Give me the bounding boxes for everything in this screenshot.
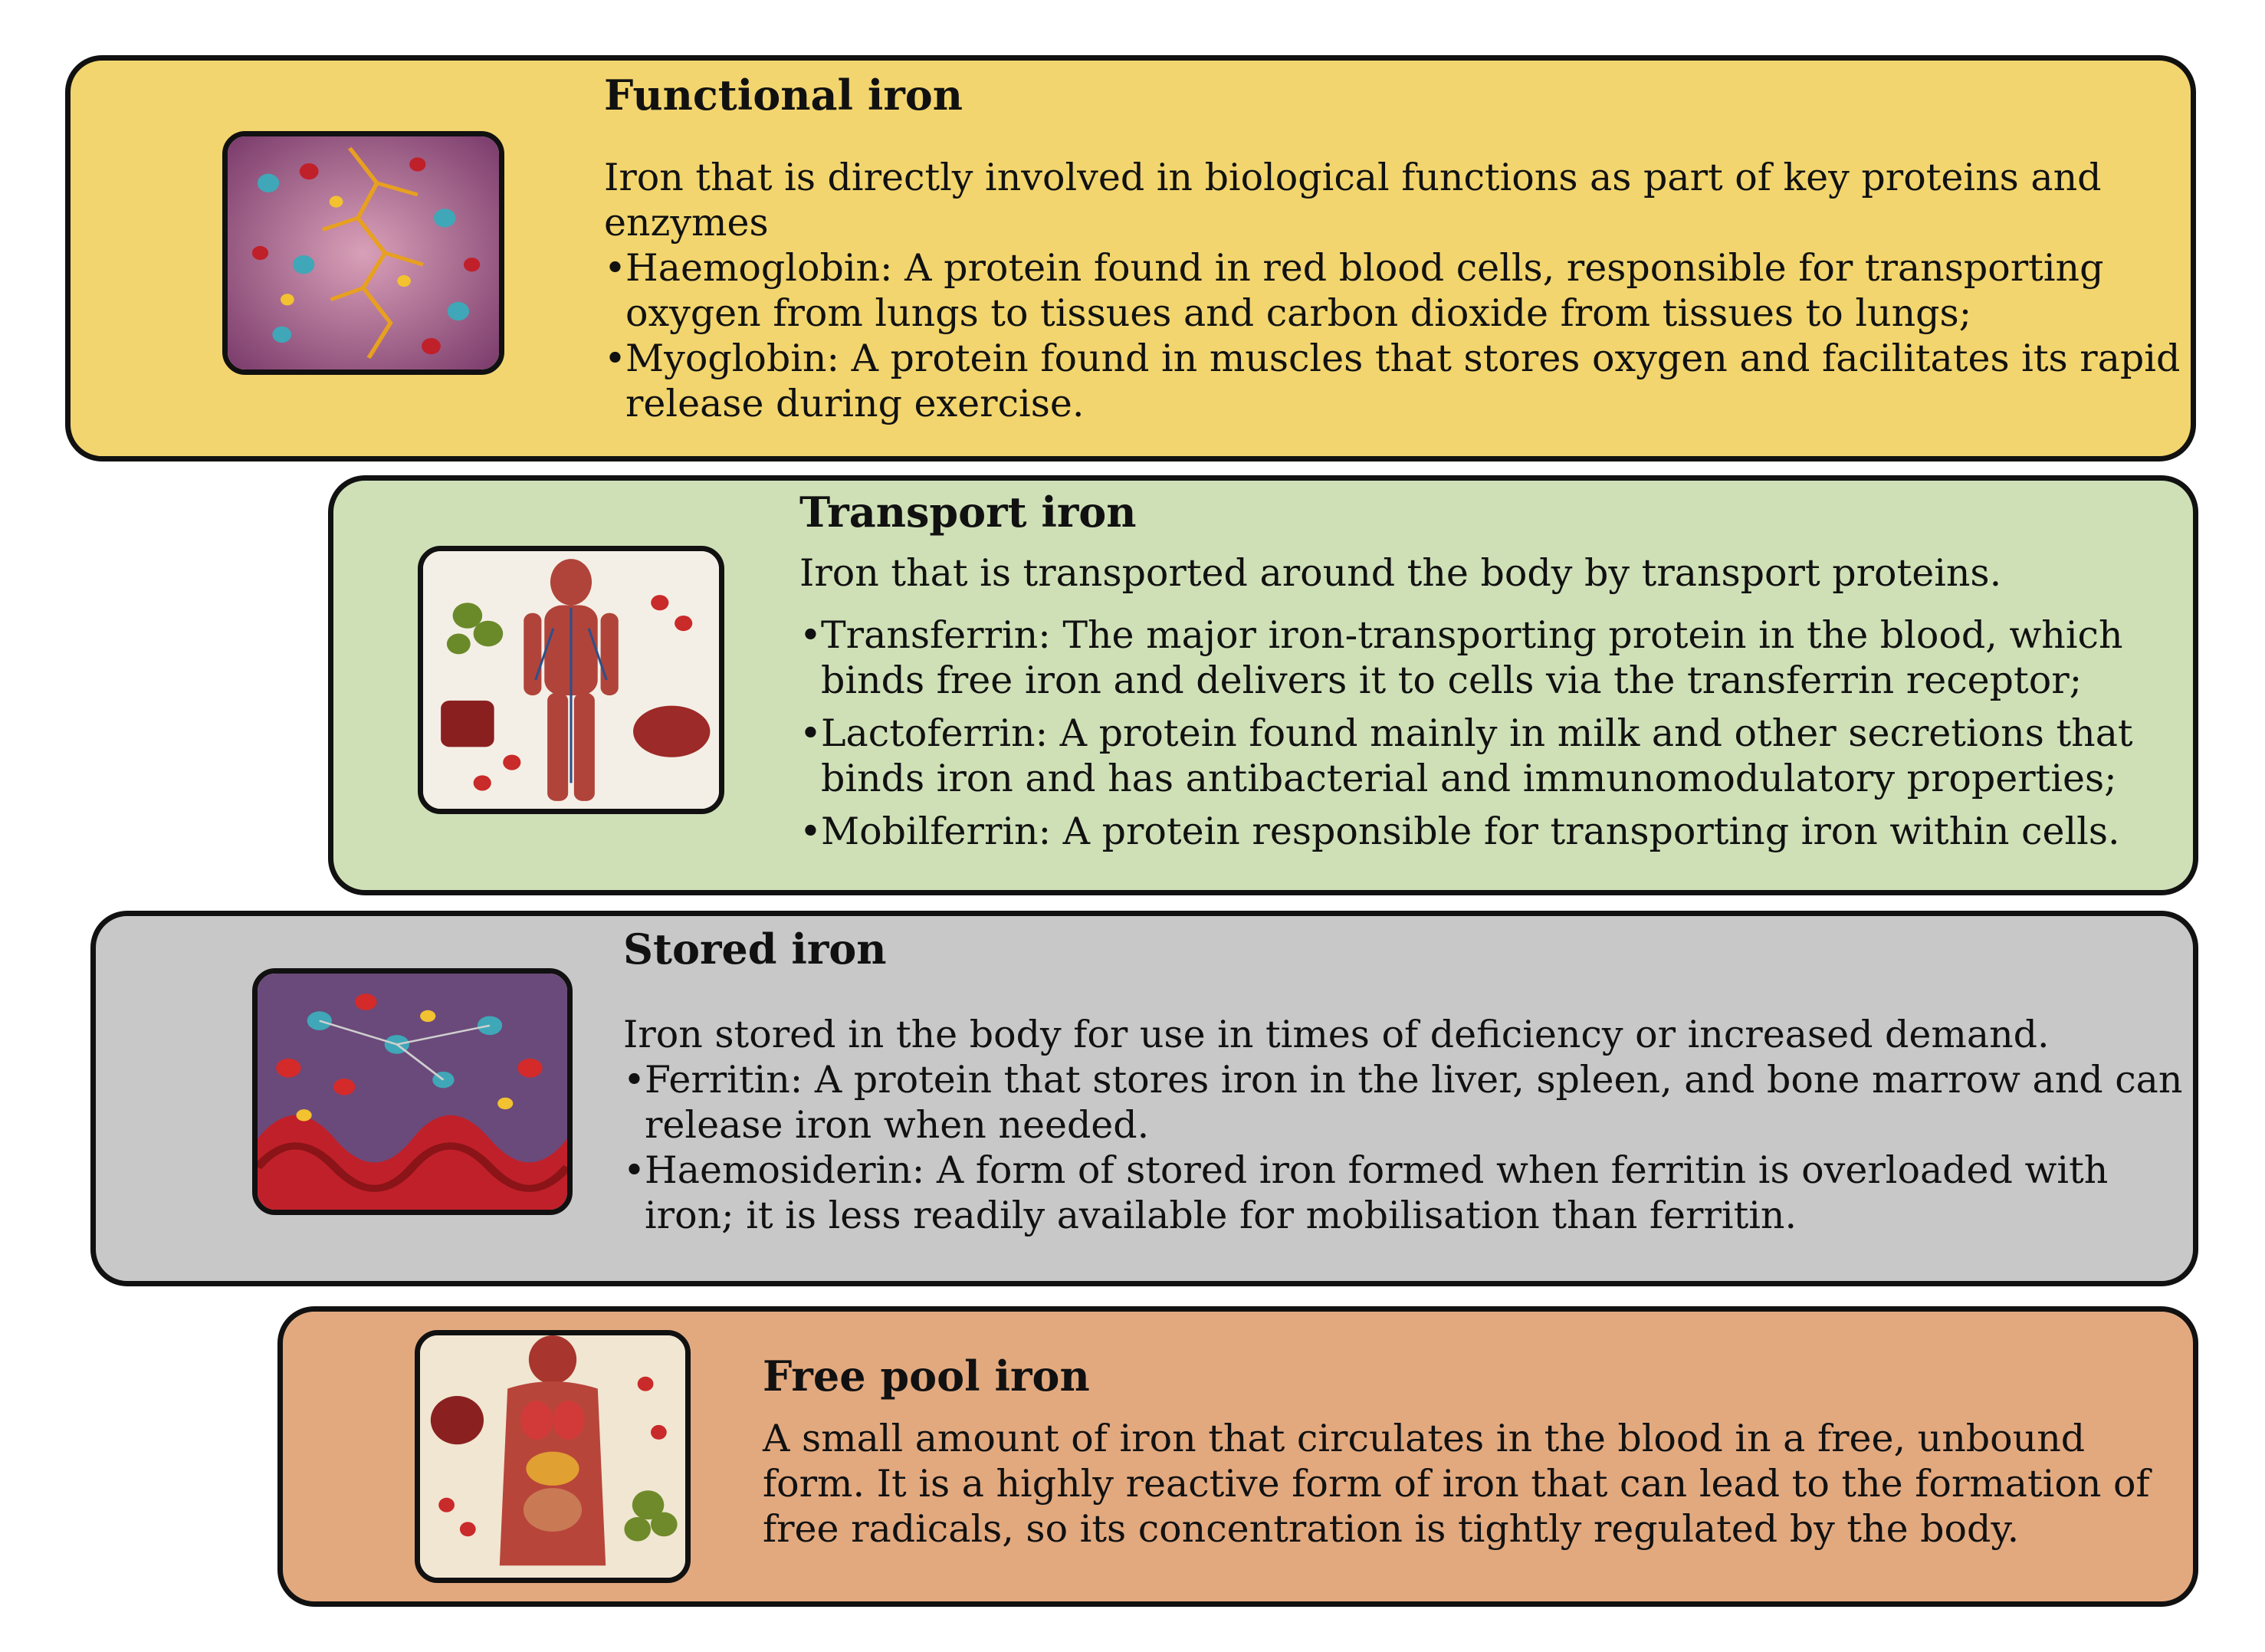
functional-iron-text (604, 73, 2191, 426)
molecular-structure-image (222, 131, 504, 375)
bullet-list (623, 1057, 2187, 1238)
panel-description: Iron stored in the body for use in times of deficiency or increased demand. (623, 1013, 2050, 1057)
list-item: • Mobilferrin: A protein responsible for transporting iron within cells. (799, 809, 2179, 854)
panel-free-pool-iron (277, 1306, 2198, 1607)
list-item: • Transferrin: The major iron-transporting protein in the blood, which binds free iron and delivers it to cells via the transferrin receptor; (799, 613, 2179, 703)
panel-title: Transport iron (799, 488, 1137, 537)
stored-iron-text (623, 927, 2187, 1238)
human-anatomy-image (415, 1330, 691, 1583)
panel-title: Functional iron (604, 71, 963, 120)
panel-transport-iron (328, 475, 2198, 895)
list-item: • Haemoglobin: A protein found in red blood cells, responsible for transporting oxygen from lungs to tissues and carbon dioxide from tissues to lungs; (604, 245, 2191, 336)
panel-description: A small amount of iron that circulates in the blood in a free, unbound form. It is a highly reactive form of iron that can lead to the formation of free radicals, so its concentration is tightly regulated by the body. (763, 1417, 2150, 1552)
list-item: • Myoglobin: A protein found in muscles that stores oxygen and facilitates its rapid release during exercise. (604, 336, 2191, 426)
free-pool-iron-text (763, 1351, 2181, 1552)
transport-iron-text (799, 490, 2179, 854)
list-item: • Haemosiderin: A form of stored iron formed when ferritin is overloaded with iron; it is less readily available for mobilisation than ferritin. (623, 1148, 2187, 1238)
panel-title: Stored iron (623, 925, 887, 974)
panel-description: Iron that is directly involved in biological functions as part of key proteins and enzymes (604, 156, 2102, 245)
panel-stored-iron (90, 911, 2198, 1286)
panel-title: Free pool iron (763, 1351, 1090, 1401)
bullet-list (799, 613, 2179, 854)
stored-iron-molecules-image (252, 968, 573, 1215)
list-item: • Lactoferrin: A protein found mainly in milk and other secretions that binds iron and has antibacterial and immunomodulatory properties; (799, 711, 2179, 801)
panel-functional-iron (65, 55, 2196, 461)
bullet-list (604, 245, 2191, 426)
list-item: • Ferritin: A protein that stores iron in the liver, spleen, and bone marrow and can release iron when needed. (623, 1057, 2187, 1148)
panel-description: Iron that is transported around the body by transport proteins. (799, 551, 2002, 596)
body-transport-image (418, 546, 724, 814)
